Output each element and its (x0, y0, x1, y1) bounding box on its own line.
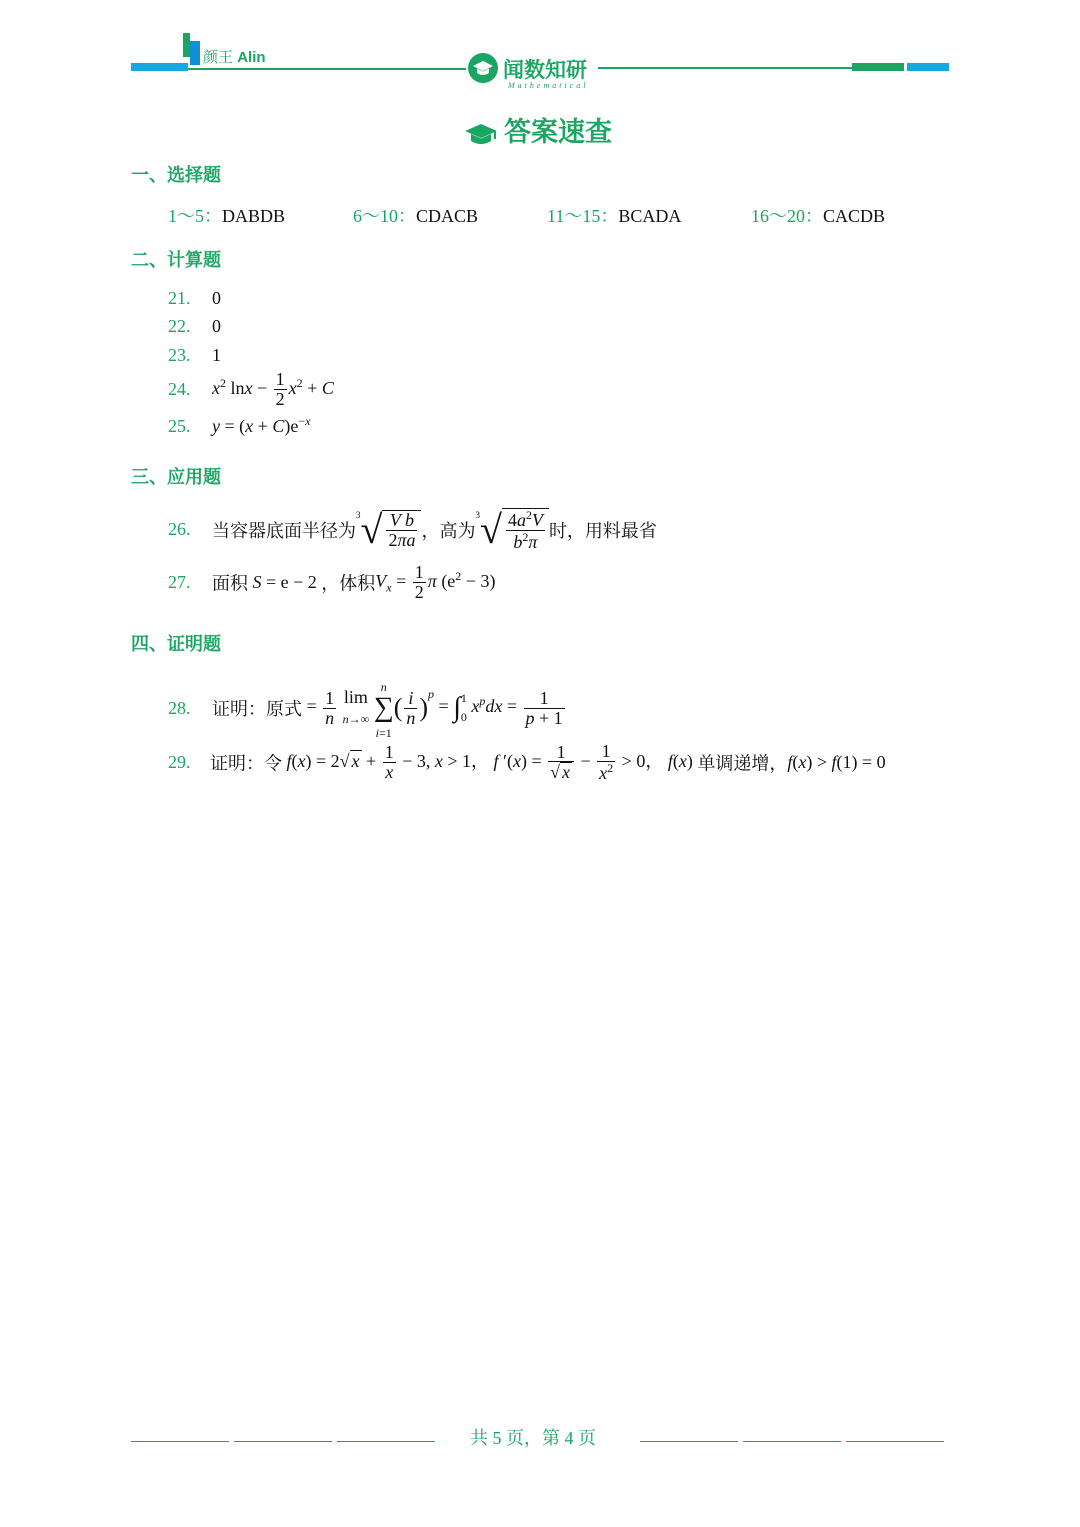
question-number: 26. (168, 519, 191, 540)
section-heading-calc: 二、计算题 (131, 250, 221, 271)
page-header (0, 0, 1080, 100)
graduation-cap-icon (468, 53, 498, 83)
section-heading-proof: 四、证明题 (131, 634, 221, 655)
formula-27-area: S = e − 2 (252, 571, 322, 592)
answer-row (168, 316, 221, 337)
question-number: 23. (168, 345, 191, 365)
cube-root-1: $^3$√ $\frac{\text{V b}}{2\pi a}$ (356, 510, 421, 550)
choice-range: 16～20： (751, 206, 823, 226)
page-number: 共 5 页，第 4 页 (470, 1428, 596, 1448)
header-green-block-right (852, 63, 904, 71)
choice-answers: CDACB (416, 206, 479, 226)
question-number: 24. (168, 378, 191, 399)
formula-29: f(x) = 2√ x + $\frac{1}{x}$ − 3, x > 1， f ′(x) = $\frac{1}{√ x}$ − $\frac{1}{x^2}$ > 0， f(x) (286, 741, 698, 783)
formula-28: = $\frac{1}{n}$ lim n→∞ n ∑ i=1( $\frac{i}{n}$ )$^p$ = ∫1 0 $x^pdx$ = $\frac{1}{p + 1}$ (302, 680, 563, 740)
page-title-text: 答案速查 (504, 117, 612, 148)
formula-24: $x^2$ lnx − $\frac{1}{2}$ $x^2 + C$ (212, 369, 334, 409)
choice-answer-group (547, 202, 681, 228)
footer-divider (846, 1441, 944, 1442)
answer-text: 时，用料最省 (548, 520, 657, 541)
brand-left-cn: 颜王 (203, 49, 234, 66)
brand-center-name: 闻数知研 (503, 58, 587, 82)
answer-row (168, 676, 567, 740)
choice-range: 11～15： (547, 206, 619, 226)
brand-center-subtitle: Mathematical (508, 81, 589, 90)
answer-row (168, 742, 886, 783)
section-heading-choice: 一、选择题 (131, 165, 221, 186)
footer-divider (743, 1441, 841, 1442)
answer-text: 1 (212, 345, 221, 365)
choice-range: 6～10： (353, 206, 416, 226)
header-blue-block-right (907, 63, 949, 71)
question-number: 29. (168, 751, 191, 772)
header-line-right (598, 67, 852, 69)
answer-text: 当容器底面半径为 (212, 520, 356, 541)
question-number: 21. (168, 288, 191, 308)
header-line-left (188, 68, 466, 70)
cube-root-2: $^3$√ $\frac{4a^2V}{b^2\pi}$ (475, 508, 548, 552)
answer-text: 单调递增， (697, 753, 788, 774)
question-number: 22. (168, 316, 191, 336)
brand-left (203, 46, 266, 67)
formula-29-conclusion: f(x) > f(1) = 0 (787, 751, 886, 772)
answer-row (168, 563, 495, 602)
footer-divider (131, 1441, 229, 1442)
answer-row (168, 370, 334, 409)
answer-text: 0 (212, 288, 221, 308)
page-title (464, 110, 612, 149)
choice-answers: DABDB (222, 206, 286, 226)
question-number: 27. (168, 571, 191, 592)
choice-range: 1～5： (168, 206, 222, 226)
formula-25: $y = (x + C)e^{-x}$ (212, 414, 311, 436)
formula-27-volume: $V_x$ = $\frac{1}{2}$ π $(e^2 - 3)$ (375, 562, 496, 602)
answer-row (168, 345, 221, 366)
choice-answer-group (353, 202, 478, 228)
choice-answers: CACDB (823, 206, 886, 226)
section-heading-apply: 三、应用题 (131, 467, 221, 488)
graduation-cap-icon (464, 122, 498, 146)
answer-text: 0 (212, 316, 221, 336)
answer-text: 证明：原式 (212, 699, 302, 719)
answer-row (168, 414, 310, 437)
footer-divider (234, 1441, 332, 1442)
answer-text: ，体积 (321, 573, 376, 594)
answer-text: ，高为 (421, 520, 476, 541)
question-number: 28. (168, 697, 191, 718)
choice-answer-group (751, 202, 885, 228)
question-number: 25. (168, 416, 191, 436)
header-blue-block-left (131, 63, 188, 71)
choice-answer-group (168, 202, 285, 228)
answer-row (168, 508, 657, 552)
answer-text: 证明：令 (210, 753, 282, 774)
answer-row (168, 288, 221, 309)
answer-text: 面积 (212, 573, 248, 594)
footer-divider (640, 1441, 738, 1442)
choice-answers: BCADA (618, 206, 682, 226)
brand-left-en: Alin (237, 49, 266, 66)
footer-divider (337, 1441, 435, 1442)
